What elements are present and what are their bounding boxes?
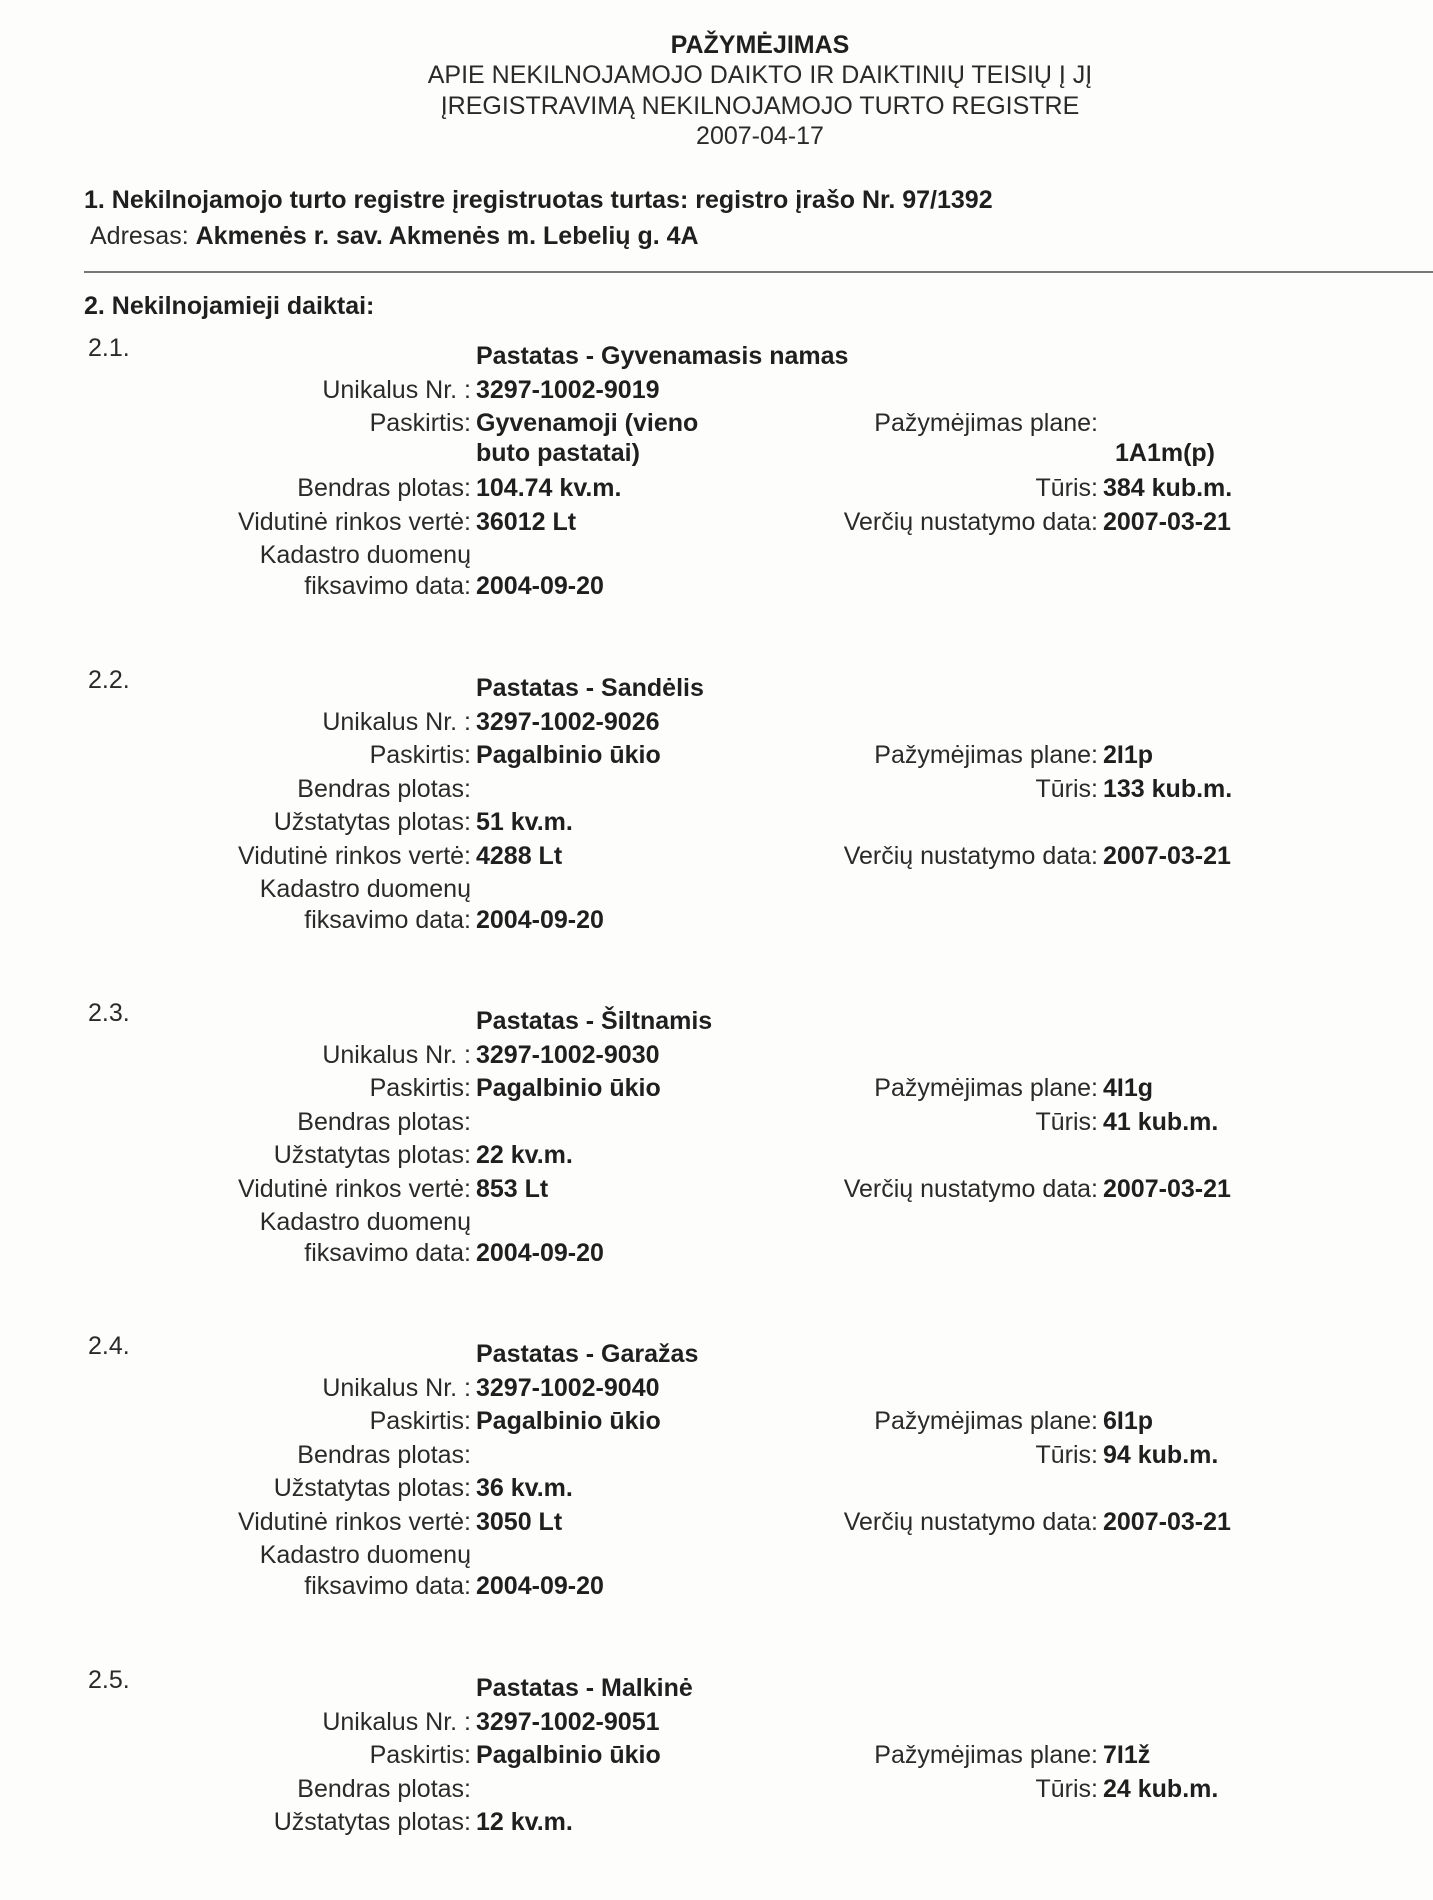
right-field-label: Tūris: — [1035, 1774, 1098, 1803]
field-value: 2004-09-20 — [476, 1572, 604, 1600]
address-line — [90, 221, 699, 251]
field-label: Užstatytas plotas: — [273, 1474, 471, 1502]
field-label: Vidutinė rinkos vertė: — [238, 841, 471, 870]
item-number: 2.3. — [88, 999, 130, 1027]
field-value: 36 kv.m. — [476, 1474, 573, 1502]
section2-heading: 2. Nekilnojamieji daiktai: — [84, 292, 375, 320]
field-value: 3297-1002-9030 — [476, 1040, 660, 1069]
right-field-value: 94 kub.m. — [1103, 1440, 1219, 1469]
field-value: 104.74 kv.m. — [476, 474, 622, 502]
field-value: Pagalbinio ūkio — [476, 1074, 661, 1102]
item-title: Pastatas - Garažas — [476, 1340, 699, 1368]
field-label: Paskirtis: — [369, 1407, 471, 1435]
item-title: Pastatas - Šiltnamis — [476, 1007, 713, 1035]
right-field-label: Tūris: — [1035, 474, 1098, 502]
field-label: Užstatytas plotas: — [273, 1808, 471, 1836]
field-label: Unikalus Nr. : — [322, 707, 471, 736]
field-label: Paskirtis: — [369, 1074, 471, 1102]
document-title: PAŽYMĖJIMAS — [670, 31, 850, 59]
field-value: Gyvenamoji (vieno — [476, 409, 699, 437]
item-number: 2.5. — [88, 1666, 130, 1694]
field-value: Pagalbinio ūkio — [476, 1741, 661, 1769]
right-field-label: Tūris: — [1035, 1440, 1098, 1469]
item-title: Pastatas - Gyvenamasis namas — [476, 342, 849, 370]
field-value: 3297-1002-9026 — [476, 707, 660, 736]
right-field-value: 2007-03-21 — [1103, 841, 1231, 870]
field-label: fiksavimo data: — [304, 1572, 471, 1600]
right-field-value: 2007-03-21 — [1103, 507, 1231, 536]
field-value: 22 kv.m. — [476, 1141, 573, 1169]
field-label: Bendras plotas: — [297, 1774, 471, 1803]
item-number: 2.2. — [88, 666, 130, 694]
field-value: 2004-09-20 — [476, 572, 604, 600]
field-value-continued: buto pastatai) — [476, 439, 640, 467]
right-field-label: Pažymėjimas plane: — [874, 1741, 1098, 1769]
section-divider — [84, 271, 1433, 273]
right-field-label: Pažymėjimas plane: — [874, 1074, 1098, 1102]
document-subtitle-line1: APIE NEKILNOJAMOJO DAIKTO IR DAIKTINIŲ TEISIŲ Į JĮ — [427, 61, 1093, 89]
item-title: Pastatas - Malkinė — [476, 1674, 693, 1702]
address-label: Adresas: — [90, 222, 189, 250]
plan-mark-value: 1A1m(p) — [1114, 439, 1215, 467]
address-value: Akmenės r. sav. Akmenės m. Lebelių g. 4A — [195, 222, 699, 250]
right-field-label: Pažymėjimas plane: — [874, 409, 1098, 437]
section1-heading: 1. Nekilnojamojo turto registre įregistruotas turtas: registro įrašo Nr. 97/1392 — [84, 186, 993, 214]
right-field-label: Tūris: — [1035, 1107, 1098, 1136]
field-label: Paskirtis: — [369, 1741, 471, 1769]
field-value: 3050 Lt — [476, 1507, 563, 1536]
field-label: Bendras plotas: — [297, 774, 471, 803]
item-title: Pastatas - Sandėlis — [476, 674, 704, 702]
right-field-label: Pažymėjimas plane: — [874, 1407, 1098, 1435]
right-field-label: Verčių nustatymo data: — [843, 507, 1098, 536]
right-field-value: 24 kub.m. — [1103, 1774, 1219, 1803]
field-label: Bendras plotas: — [297, 1107, 471, 1136]
right-field-value: 2007-03-21 — [1103, 1507, 1231, 1536]
field-label: Vidutinė rinkos vertė: — [238, 1174, 471, 1203]
document-subtitle-line2: ĮREGISTRAVIMĄ NEKILNOJAMOJO TURTO REGISTRE — [440, 92, 1080, 120]
field-value: 853 Lt — [476, 1174, 549, 1203]
field-value: 2004-09-20 — [476, 1239, 604, 1267]
field-label: fiksavimo data: — [304, 906, 471, 934]
field-value: 12 kv.m. — [476, 1808, 573, 1836]
field-label: Kadastro duomenų — [259, 541, 471, 569]
field-value: 3297-1002-9051 — [476, 1707, 660, 1736]
right-field-value: 41 kub.m. — [1103, 1107, 1219, 1136]
field-label: Kadastro duomenų — [259, 1208, 471, 1236]
field-label: fiksavimo data: — [304, 572, 471, 600]
right-field-label: Verčių nustatymo data: — [843, 1174, 1098, 1203]
field-label: Unikalus Nr. : — [322, 375, 471, 404]
right-field-label: Tūris: — [1035, 774, 1098, 803]
field-label: Kadastro duomenų — [259, 1541, 471, 1569]
field-label: Unikalus Nr. : — [322, 1707, 471, 1736]
field-label: Užstatytas plotas: — [273, 1141, 471, 1169]
field-value: Pagalbinio ūkio — [476, 1407, 661, 1435]
field-value: Pagalbinio ūkio — [476, 741, 661, 769]
right-field-value: 4I1g — [1103, 1074, 1154, 1102]
field-label: Bendras plotas: — [297, 474, 471, 502]
right-field-label: Pažymėjimas plane: — [874, 741, 1098, 769]
field-label: Paskirtis: — [369, 409, 471, 437]
field-value: 4288 Lt — [476, 841, 563, 870]
right-field-value: 2007-03-21 — [1103, 1174, 1231, 1203]
field-value: 51 kv.m. — [476, 808, 573, 836]
right-field-value: 7I1ž — [1103, 1741, 1151, 1769]
right-field-label: Verčių nustatymo data: — [843, 841, 1098, 870]
field-label: Unikalus Nr. : — [322, 1040, 471, 1069]
field-value: 3297-1002-9019 — [476, 375, 660, 404]
field-label: Užstatytas plotas: — [273, 808, 471, 836]
field-label: Bendras plotas: — [297, 1440, 471, 1469]
item-number: 2.4. — [88, 1332, 130, 1360]
field-label: fiksavimo data: — [304, 1239, 471, 1267]
field-label: Paskirtis: — [369, 741, 471, 769]
field-label: Unikalus Nr. : — [322, 1373, 471, 1402]
document-date: 2007-04-17 — [696, 122, 824, 150]
field-label: Vidutinė rinkos vertė: — [238, 1507, 471, 1536]
right-field-label: Verčių nustatymo data: — [843, 1507, 1098, 1536]
field-value: 3297-1002-9040 — [476, 1373, 660, 1402]
field-value: 2004-09-20 — [476, 906, 604, 934]
right-field-value: 384 kub.m. — [1103, 474, 1233, 502]
field-value: 36012 Lt — [476, 507, 577, 536]
field-label: Vidutinė rinkos vertė: — [238, 507, 471, 536]
right-field-value: 2I1p — [1103, 741, 1154, 769]
item-number: 2.1. — [88, 334, 130, 362]
field-label: Kadastro duomenų — [259, 875, 471, 903]
right-field-value: 6I1p — [1103, 1407, 1154, 1435]
right-field-value: 133 kub.m. — [1103, 774, 1233, 803]
